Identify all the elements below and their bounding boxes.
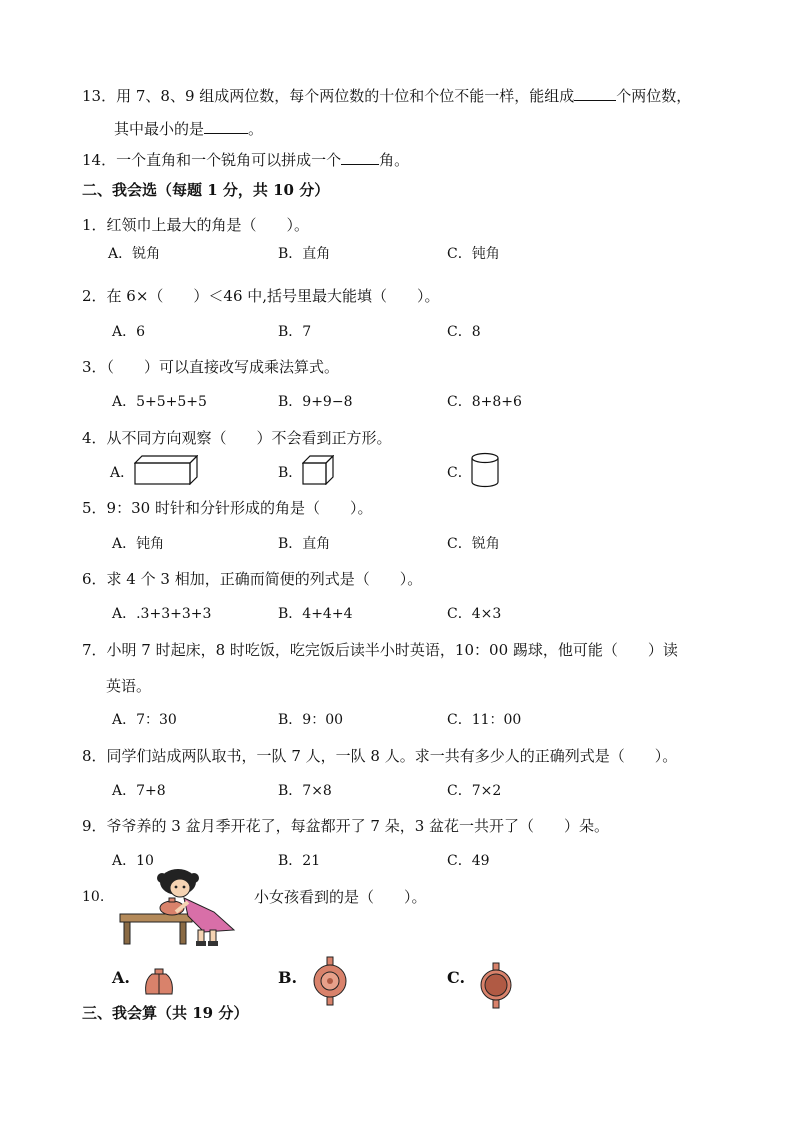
q13-text-c: 其中最小的是	[114, 120, 205, 138]
question-4-stem: 4．从不同方向观察（ ）不会看到正方形。	[82, 429, 392, 447]
question-2-stem: 2．在 6×（ ）＜46 中,括号里最大能填（ ）。	[82, 287, 440, 305]
q8-option-c[interactable]: C．7×2	[447, 783, 502, 799]
question-7-stem-cont: 英语。	[106, 677, 152, 695]
q9-option-c[interactable]: C．49	[447, 853, 490, 869]
q10-option-c[interactable]: C.	[447, 968, 466, 987]
q7-option-b[interactable]: B．9：00	[278, 712, 344, 728]
q6-option-c[interactable]: C．4×3	[447, 606, 502, 622]
q5-option-b[interactable]: B．直角	[278, 536, 331, 552]
q1-option-a[interactable]: A．锐角	[108, 246, 161, 262]
q10-option-a[interactable]: A.	[112, 968, 130, 987]
section-3-title: 三、我会算（共 19 分）	[82, 1004, 249, 1022]
q13-text-d: 。	[248, 120, 264, 138]
question-1-stem: 1．红领巾上最大的角是（ ）。	[82, 216, 310, 234]
q14-text-b: 角。	[379, 151, 410, 169]
q9-option-b[interactable]: B．21	[278, 853, 321, 869]
cylinder-shape[interactable]	[470, 452, 500, 488]
question-3-stem: 3．（ ）可以直接改写成乘法算式。	[82, 358, 340, 376]
q14-text-a: 14．一个直角和一个锐角可以拼成一个	[82, 151, 342, 169]
question-10-number: 10.	[82, 889, 105, 905]
q8-option-a[interactable]: A．7+8	[112, 783, 166, 799]
q4-option-b[interactable]: B．	[278, 465, 303, 481]
q4-option-a[interactable]: A．	[110, 465, 135, 481]
girl-at-table-illustration	[118, 868, 240, 948]
q1-option-b[interactable]: B．直角	[278, 246, 331, 262]
q2-option-b[interactable]: B．7	[278, 324, 312, 340]
question-13-line2	[114, 119, 263, 139]
question-10-stem: 小女孩看到的是（ ）。	[254, 888, 427, 906]
q7-option-a[interactable]: A．7：30	[112, 712, 177, 728]
question-7-stem: 7．小明 7 时起床，8 时吃饭，吃完饭后读半小时英语，10：00 踢球，他可能（ ）读	[82, 641, 678, 659]
cube-shape[interactable]	[302, 455, 334, 485]
q6-option-b[interactable]: B．4+4+4	[278, 606, 353, 622]
q13-text-b: 个两位数，	[616, 87, 692, 105]
q2-option-a[interactable]: A．6	[112, 324, 146, 340]
q10-option-b[interactable]: B.	[278, 968, 298, 987]
q7-option-c[interactable]: C．11：00	[447, 712, 522, 728]
cuboid-shape[interactable]	[134, 455, 198, 485]
q13-text-a: 13．用 7、8、9 组成两位数，每个两位数的十位和个位不能一样，能组成	[82, 87, 575, 105]
question-9-stem: 9．爷爷养的 3 盆月季开花了，每盆都开了 7 朵，3 盆花一共开了（ ）朵。	[82, 817, 610, 835]
teapot-top-view-plain-icon[interactable]	[478, 962, 514, 1010]
question-14	[82, 150, 409, 170]
teapot-side-view-icon[interactable]	[140, 964, 178, 1000]
q2-option-c[interactable]: C．8	[447, 324, 481, 340]
q3-option-b[interactable]: B．9+9−8	[278, 394, 353, 410]
section-2-title: 二、我会选（每题 1 分，共 10 分）	[82, 181, 330, 199]
question-13-line1	[82, 86, 691, 106]
q5-option-a[interactable]: A．钝角	[112, 536, 165, 552]
q13-blank-1[interactable]	[574, 86, 616, 101]
q3-option-a[interactable]: A．5+5+5+5	[112, 394, 207, 410]
question-8-stem: 8．同学们站成两队取书，一队 7 人，一队 8 人。求一共有多少人的正确列式是（ ）。	[82, 747, 678, 765]
q4-option-c[interactable]: C．	[447, 465, 472, 481]
q13-blank-2[interactable]	[204, 119, 248, 134]
q3-option-c[interactable]: C．8+8+6	[447, 394, 522, 410]
q5-option-c[interactable]: C．锐角	[447, 536, 500, 552]
q14-blank[interactable]	[341, 150, 379, 165]
q9-option-a[interactable]: A．10	[112, 853, 154, 869]
q8-option-b[interactable]: B．7×8	[278, 783, 332, 799]
teapot-top-view-spout-icon[interactable]	[310, 956, 350, 1006]
question-5-stem: 5．9：30 时针和分针形成的角是（ ）。	[82, 499, 373, 517]
question-6-stem: 6．求 4 个 3 相加，正确而简便的列式是（ ）。	[82, 570, 423, 588]
q1-option-c[interactable]: C．钝角	[447, 246, 500, 262]
q6-option-a[interactable]: A．.3+3+3+3	[112, 606, 212, 622]
